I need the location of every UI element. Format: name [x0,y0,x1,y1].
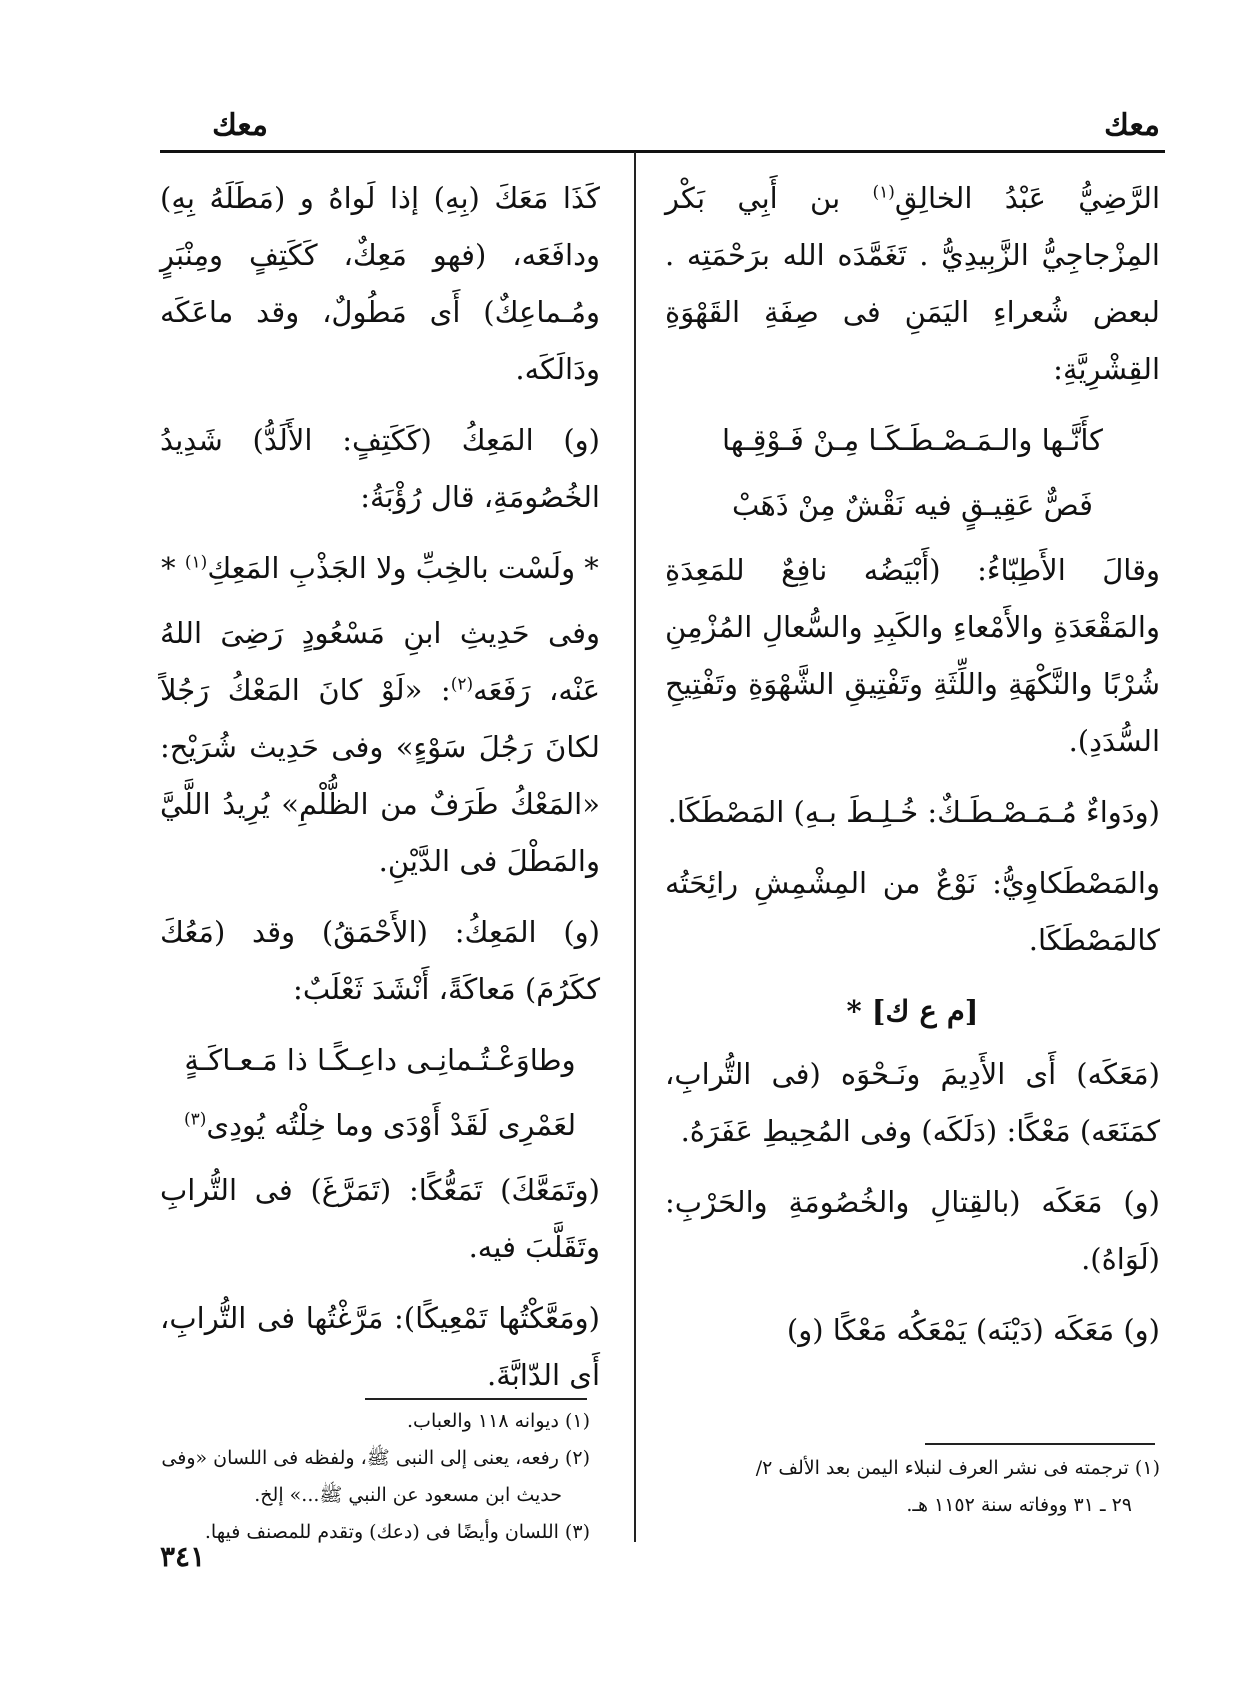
column-divider [634,152,636,1542]
paragraph [160,605,600,890]
footnote-ref: (١) [184,552,208,573]
footnote-ref: (٢) [450,674,474,695]
running-header-right: معك [1104,108,1160,143]
paragraph: (و) المَعِكُ: (الأَحْمَقُ) وقد (مَعُكَ ككَرُمَ) مَعاكَةً، أَنْشَدَ ثَعْلَبٌ: [160,915,600,1006]
paragraph: (و) مَعَكَه (بالقِتالِ والخُصُومَةِ والحَرْبِ: (لَوَاهُ). [665,1185,1160,1276]
text-run: * [161,551,185,585]
verse-line [160,1097,600,1154]
footnote-continuation: حديث ابن مسعود عن النبي ﷺ...» إلخ. [254,1484,562,1506]
footnote: (١) ديوانه ١١٨ والعباب. [407,1410,590,1432]
text-run: الرَّضِيُّ عَبْدُ الخالِقِ [894,181,1160,215]
paragraph: (و) المَعِكُ (كَكَتِفٍ: الأَلَدُّ) شَدِيدُ الخُصُومَةِ، قال رُؤْبَةُ: [160,423,600,514]
footnotes-right [665,1450,1160,1524]
right-column [665,170,1160,1373]
footnote-continuation: ٢٩ ـ ٣١ ووفاته سنة ١١٥٢ هـ. [906,1494,1132,1516]
verse-line: فَصٌّ عَقِيـقٍ فيه نَقْشٌ مِنْ ذَهَبْ [731,488,1094,522]
paragraph: (ومَعَّكْتُها تَمْعِيكًا): مَرَّغْتُها فى التُّرابِ، أَى الدّابَّةَ. [160,1301,600,1392]
running-header-left: معك [212,108,268,143]
text-run: : «لَوْ كانَ المَعْكُ رَجُلاً لكانَ رَجُلَ سَوْءٍ» وفى حَدِيث شُرَيْح: «المَعْكُ طَرَفٌ من الظُّلْمِ» يُرِيدُ اللَّيَّ والمَطْلَ فى الدَّيْنِ. [160,673,600,878]
paragraph: كَذَا مَعَكَ (بِهِ) إذا لَواهُ و (مَطَلَهُ بِهِ) ودافَعَه، (فهو مَعِكٌ، كَكَتِفٍ ومِنْبَرٍ ومُـماعِكٌ) أَى مَطُولٌ، وقد ماعَكَه ودَالَكَه. [160,181,600,386]
footnote: (١) ترجمته فى نشر العرف لنبلاء اليمن بعد الألف ٢/ [755,1457,1160,1479]
text-run: وفى حَدِيثِ ابنِ مَسْعُودٍ رَضِىَ اللهُ عَنْه، رَفَعَه [160,616,600,707]
paragraph: وقالَ الأَطِبّاءُ: (أَبْيَضُه نافِعٌ للمَعِدَةِ والمَقْعَدَةِ والأَمْعاءِ والكَبِدِ والسُّعالِ المُزْمِنِ شُرْبًا والنَّكْهَةِ واللِّثَةِ وتَفْتِيقِ الشَّهْوَةِ وتَفْتِيحِ السُّدَدِ). [665,553,1160,758]
verse-line: كأَنَّـها والـمَـصْـطَـكَـا مِـنْ فَـوْقِـها [721,423,1103,457]
page-number: ٣٤١ [160,1540,206,1573]
verse-line [160,540,600,597]
footnote-ref: (٣) [183,1109,207,1130]
entry-heading: [م ع ك] * [846,994,979,1028]
footnote-ref: (١) [872,182,895,203]
text-run: * ولَسْت بالخِبِّ ولا الجَذْبِ المَعِكِ [207,551,599,585]
paragraph [665,170,1160,398]
paragraph: (ودَواءٌ مُـمَـصْـطَـكٌ: خُـلِـطَ بـهِ) المَصْطَكَا. [667,795,1160,829]
left-column [160,170,600,1418]
paragraph: (مَعَكَه) أَى الأَدِيمَ ونَـحْوَه (فى التُّرابِ، كمَنَعَه) مَعْكًا: (دَلَكَه) وفى المُحِيطِ عَفَرَهُ. [665,1057,1160,1148]
footnote-rule-right [925,1443,1155,1445]
header-rule [160,150,1165,153]
paragraph: (و) مَعَكَه (دَيْنَه) يَمْعَكُه مَعْكًا (و) [786,1313,1160,1347]
verse-line: وطاوَعْـتُـمانِـى داعِـكًـا ذا مَـعـاكَـةٍ [184,1043,576,1077]
footnote-rule-left [365,1398,587,1400]
text-run: بن أَبِي بَكْر المِزْجاجِيُّ الزَّبِيدِيُّ . تَغَمَّدَه الله برَحْمَتِه . لبعض شُعراءِ اليَمَنِ فى صِفَةِ القَهْوَةِ القِشْرِيَّةِ: [665,181,1160,386]
footnote: (٣) اللسان وأيضًا فى (دعك) وتقدم للمصنف فيها. [204,1521,590,1543]
footnote: (٢) رفعه، يعنى إلى النبى ﷺ، ولفظه فى اللسان «وفى [161,1447,590,1469]
footnotes-left [160,1403,590,1551]
paragraph: (وتَمَعَّكَ) تَمَعُّكًا: (تَمَرَّغَ) فى التُّرابِ وتَقَلَّبَ فيه. [160,1173,600,1264]
paragraph: والمَصْطَكاوِيُّ: نَوْعٌ من المِشْمِشِ رائِحَتُه كالمَصْطَكَا. [665,866,1160,957]
text-run: لعَمْرِى لَقَدْ أَوْدَى وما خِلْتُه يُودِى [206,1108,577,1142]
